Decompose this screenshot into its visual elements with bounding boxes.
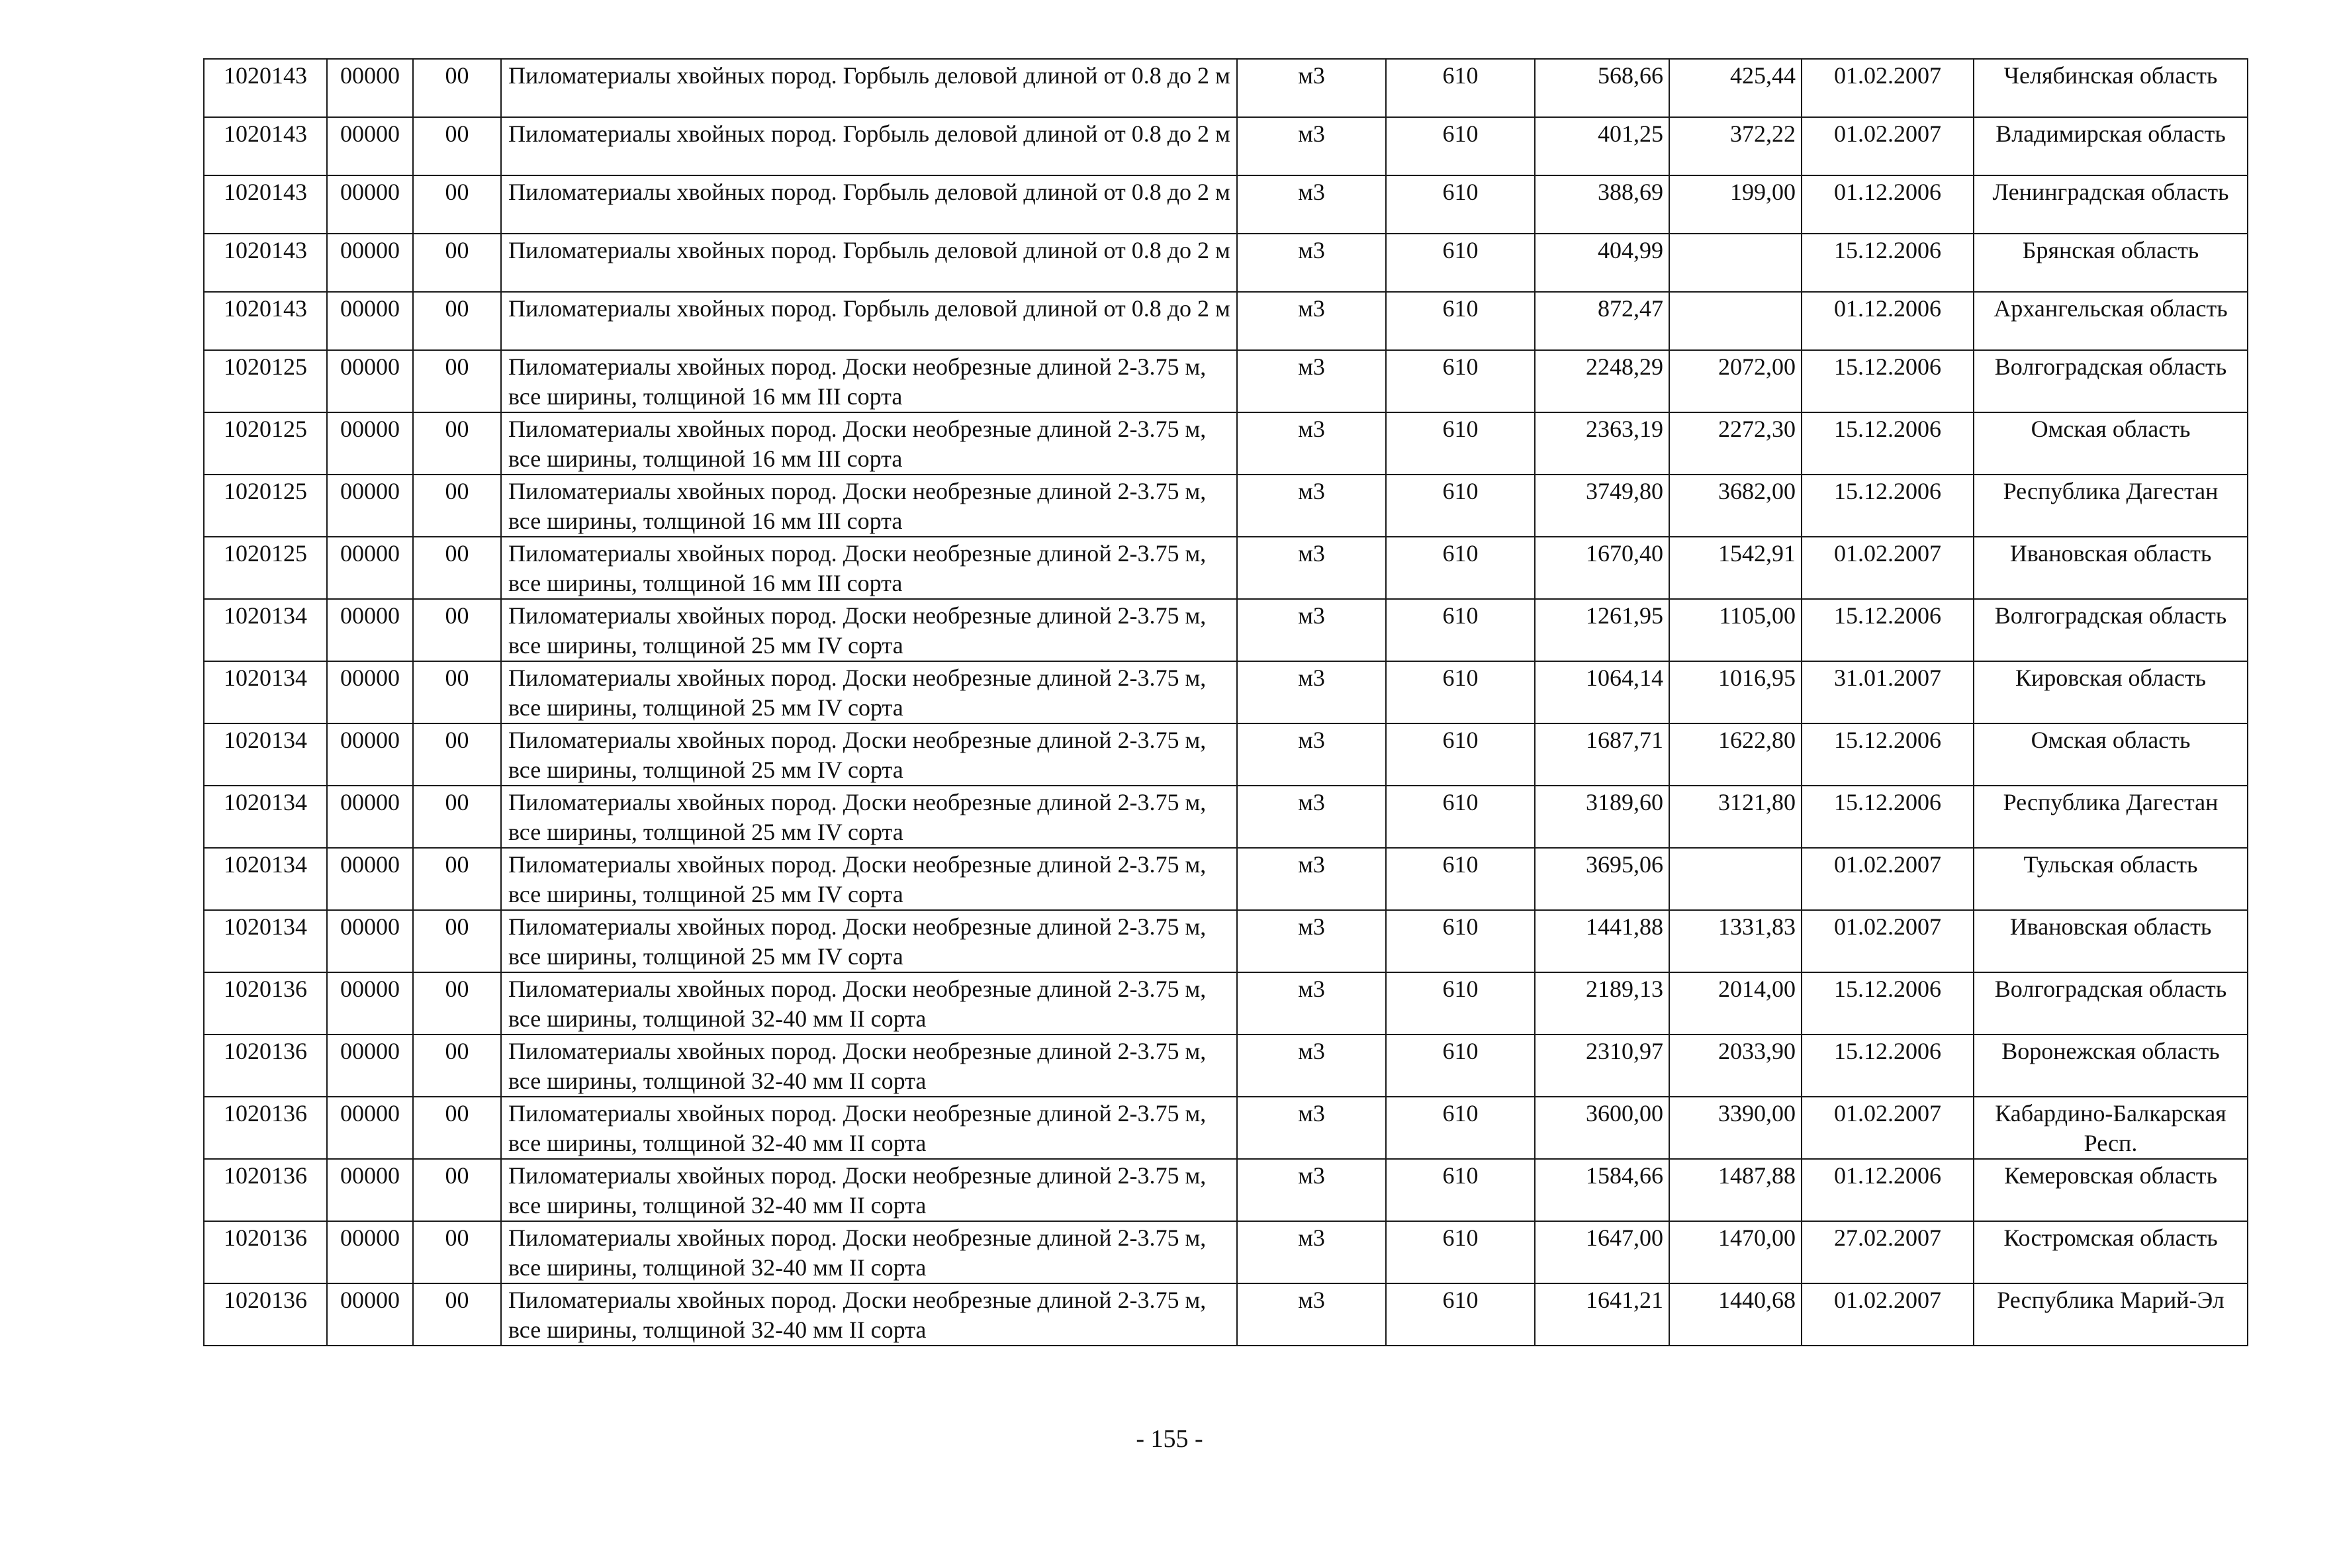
product-code-cell: 1020125 <box>204 537 327 599</box>
previous-price-cell: 372,22 <box>1669 117 1802 175</box>
group-code-cell: 00 <box>413 475 501 537</box>
product-name-cell: Пиломатериалы хвойных пород. Доски необрезные длиной 2-3.75 м, все ширины, толщиной 32-40 мм II сорта <box>501 1097 1237 1159</box>
unit-code-cell: 610 <box>1386 537 1535 599</box>
previous-price-cell: 3682,00 <box>1669 475 1802 537</box>
product-name-cell: Пиломатериалы хвойных пород. Доски необрезные длиной 2-3.75 м, все ширины, толщиной 25 мм IV сорта <box>501 661 1237 723</box>
date-cell: 15.12.2006 <box>1802 723 1974 786</box>
previous-price-cell: 3390,00 <box>1669 1097 1802 1159</box>
subcode-cell: 00000 <box>327 1159 413 1221</box>
table-row <box>204 59 2248 117</box>
product-code-cell: 1020136 <box>204 1159 327 1221</box>
subcode-cell: 00000 <box>327 1221 413 1283</box>
group-code-cell: 00 <box>413 1283 501 1346</box>
unit-code-cell: 610 <box>1386 175 1535 234</box>
table-row <box>204 475 2248 537</box>
product-code-cell: 1020136 <box>204 972 327 1035</box>
date-cell: 01.02.2007 <box>1802 59 1974 117</box>
unit-code-cell: 610 <box>1386 661 1535 723</box>
subcode-cell: 00000 <box>327 972 413 1035</box>
table-row <box>204 350 2248 412</box>
unit-cell: м3 <box>1237 59 1386 117</box>
date-cell: 15.12.2006 <box>1802 412 1974 475</box>
subcode-cell: 00000 <box>327 59 413 117</box>
region-cell: Архангельская область <box>1974 292 2248 350</box>
region-cell: Кемеровская область <box>1974 1159 2248 1221</box>
product-name-cell: Пиломатериалы хвойных пород. Горбыль деловой длиной от 0.8 до 2 м <box>501 175 1237 234</box>
table-row <box>204 1035 2248 1097</box>
unit-cell: м3 <box>1237 1221 1386 1283</box>
unit-cell: м3 <box>1237 117 1386 175</box>
product-code-cell: 1020134 <box>204 723 327 786</box>
price-cell: 2248,29 <box>1535 350 1669 412</box>
previous-price-cell <box>1669 234 1802 292</box>
unit-cell: м3 <box>1237 292 1386 350</box>
group-code-cell: 00 <box>413 175 501 234</box>
region-cell: Кабардино-Балкарская Респ. <box>1974 1097 2248 1159</box>
unit-cell: м3 <box>1237 1035 1386 1097</box>
product-code-cell: 1020136 <box>204 1035 327 1097</box>
subcode-cell: 00000 <box>327 723 413 786</box>
price-cell: 1261,95 <box>1535 599 1669 661</box>
unit-code-cell: 610 <box>1386 412 1535 475</box>
price-cell: 388,69 <box>1535 175 1669 234</box>
subcode-cell: 00000 <box>327 848 413 910</box>
previous-price-cell <box>1669 292 1802 350</box>
table-row <box>204 1159 2248 1221</box>
group-code-cell: 00 <box>413 117 501 175</box>
date-cell: 15.12.2006 <box>1802 350 1974 412</box>
date-cell: 01.12.2006 <box>1802 292 1974 350</box>
price-cell: 872,47 <box>1535 292 1669 350</box>
date-cell: 01.02.2007 <box>1802 537 1974 599</box>
unit-cell: м3 <box>1237 972 1386 1035</box>
product-name-cell: Пиломатериалы хвойных пород. Доски необрезные длиной 2-3.75 м, все ширины, толщиной 25 мм IV сорта <box>501 848 1237 910</box>
product-name-cell: Пиломатериалы хвойных пород. Горбыль деловой длиной от 0.8 до 2 м <box>501 59 1237 117</box>
region-cell: Костромская область <box>1974 1221 2248 1283</box>
price-cell: 401,25 <box>1535 117 1669 175</box>
unit-code-cell: 610 <box>1386 1159 1535 1221</box>
unit-cell: м3 <box>1237 537 1386 599</box>
product-name-cell: Пиломатериалы хвойных пород. Доски необрезные длиной 2-3.75 м, все ширины, толщиной 25 мм IV сорта <box>501 599 1237 661</box>
price-cell: 1641,21 <box>1535 1283 1669 1346</box>
date-cell: 01.02.2007 <box>1802 117 1974 175</box>
previous-price-cell: 1016,95 <box>1669 661 1802 723</box>
group-code-cell: 00 <box>413 1035 501 1097</box>
subcode-cell: 00000 <box>327 1283 413 1346</box>
product-name-cell: Пиломатериалы хвойных пород. Горбыль деловой длиной от 0.8 до 2 м <box>501 234 1237 292</box>
table-row <box>204 972 2248 1035</box>
region-cell: Ивановская область <box>1974 537 2248 599</box>
price-cell: 2363,19 <box>1535 412 1669 475</box>
subcode-cell: 00000 <box>327 599 413 661</box>
product-name-cell: Пиломатериалы хвойных пород. Доски необрезные длиной 2-3.75 м, все ширины, толщиной 16 мм III сорта <box>501 412 1237 475</box>
table-row <box>204 1221 2248 1283</box>
table-row <box>204 848 2248 910</box>
unit-cell: м3 <box>1237 350 1386 412</box>
table-row <box>204 292 2248 350</box>
product-code-cell: 1020136 <box>204 1097 327 1159</box>
region-cell: Челябинская область <box>1974 59 2248 117</box>
page-number: - 155 - <box>1136 1425 1203 1453</box>
date-cell: 01.02.2007 <box>1802 848 1974 910</box>
region-cell: Ивановская область <box>1974 910 2248 972</box>
product-code-cell: 1020143 <box>204 117 327 175</box>
region-cell: Брянская область <box>1974 234 2248 292</box>
unit-code-cell: 610 <box>1386 972 1535 1035</box>
unit-code-cell: 610 <box>1386 910 1535 972</box>
date-cell: 27.02.2007 <box>1802 1221 1974 1283</box>
product-name-cell: Пиломатериалы хвойных пород. Доски необрезные длиной 2-3.75 м, все ширины, толщиной 25 мм IV сорта <box>501 786 1237 848</box>
group-code-cell: 00 <box>413 972 501 1035</box>
price-cell: 1670,40 <box>1535 537 1669 599</box>
subcode-cell: 00000 <box>327 786 413 848</box>
price-cell: 3695,06 <box>1535 848 1669 910</box>
date-cell: 15.12.2006 <box>1802 786 1974 848</box>
region-cell: Тульская область <box>1974 848 2248 910</box>
region-cell: Омская область <box>1974 723 2248 786</box>
product-code-cell: 1020134 <box>204 661 327 723</box>
unit-code-cell: 610 <box>1386 475 1535 537</box>
previous-price-cell: 1331,83 <box>1669 910 1802 972</box>
table-row <box>204 537 2248 599</box>
subcode-cell: 00000 <box>327 292 413 350</box>
unit-code-cell: 610 <box>1386 234 1535 292</box>
table-row <box>204 175 2248 234</box>
product-code-cell: 1020134 <box>204 786 327 848</box>
previous-price-cell: 1542,91 <box>1669 537 1802 599</box>
unit-code-cell: 610 <box>1386 723 1535 786</box>
unit-code-cell: 610 <box>1386 350 1535 412</box>
group-code-cell: 00 <box>413 59 501 117</box>
price-cell: 1064,14 <box>1535 661 1669 723</box>
unit-code-cell: 610 <box>1386 1097 1535 1159</box>
product-name-cell: Пиломатериалы хвойных пород. Горбыль деловой длиной от 0.8 до 2 м <box>501 117 1237 175</box>
subcode-cell: 00000 <box>327 910 413 972</box>
group-code-cell: 00 <box>413 786 501 848</box>
unit-code-cell: 610 <box>1386 786 1535 848</box>
price-cell: 1441,88 <box>1535 910 1669 972</box>
unit-cell: м3 <box>1237 661 1386 723</box>
group-code-cell: 00 <box>413 1221 501 1283</box>
previous-price-cell: 1470,00 <box>1669 1221 1802 1283</box>
price-cell: 1647,00 <box>1535 1221 1669 1283</box>
previous-price-cell: 425,44 <box>1669 59 1802 117</box>
unit-cell: м3 <box>1237 475 1386 537</box>
table-row <box>204 723 2248 786</box>
subcode-cell: 00000 <box>327 412 413 475</box>
table-row <box>204 1097 2248 1159</box>
price-cell: 2310,97 <box>1535 1035 1669 1097</box>
group-code-cell: 00 <box>413 412 501 475</box>
unit-cell: м3 <box>1237 175 1386 234</box>
unit-code-cell: 610 <box>1386 292 1535 350</box>
product-code-cell: 1020136 <box>204 1283 327 1346</box>
price-cell: 1687,71 <box>1535 723 1669 786</box>
previous-price-cell: 2072,00 <box>1669 350 1802 412</box>
previous-price-cell: 1440,68 <box>1669 1283 1802 1346</box>
region-cell: Воронежская область <box>1974 1035 2248 1097</box>
unit-code-cell: 610 <box>1386 1283 1535 1346</box>
price-table <box>203 58 2248 1346</box>
unit-code-cell: 610 <box>1386 1221 1535 1283</box>
unit-cell: м3 <box>1237 1283 1386 1346</box>
unit-cell: м3 <box>1237 1097 1386 1159</box>
unit-cell: м3 <box>1237 1159 1386 1221</box>
date-cell: 01.02.2007 <box>1802 1097 1974 1159</box>
unit-cell: м3 <box>1237 723 1386 786</box>
unit-code-cell: 610 <box>1386 59 1535 117</box>
group-code-cell: 00 <box>413 848 501 910</box>
group-code-cell: 00 <box>413 1159 501 1221</box>
unit-cell: м3 <box>1237 234 1386 292</box>
product-name-cell: Пиломатериалы хвойных пород. Доски необрезные длиной 2-3.75 м, все ширины, толщиной 25 мм IV сорта <box>501 723 1237 786</box>
product-name-cell: Пиломатериалы хвойных пород. Доски необрезные длиной 2-3.75 м, все ширины, толщиной 32-40 мм II сорта <box>501 1159 1237 1221</box>
product-code-cell: 1020136 <box>204 1221 327 1283</box>
subcode-cell: 00000 <box>327 537 413 599</box>
date-cell: 01.02.2007 <box>1802 910 1974 972</box>
previous-price-cell: 1487,88 <box>1669 1159 1802 1221</box>
product-code-cell: 1020125 <box>204 475 327 537</box>
date-cell: 15.12.2006 <box>1802 234 1974 292</box>
product-name-cell: Пиломатериалы хвойных пород. Доски необрезные длиной 2-3.75 м, все ширины, толщиной 32-40 мм II сорта <box>501 972 1237 1035</box>
table-body <box>204 59 2248 1346</box>
unit-code-cell: 610 <box>1386 599 1535 661</box>
group-code-cell: 00 <box>413 1097 501 1159</box>
price-cell: 3600,00 <box>1535 1097 1669 1159</box>
region-cell: Республика Марий-Эл <box>1974 1283 2248 1346</box>
table-row <box>204 599 2248 661</box>
previous-price-cell: 1105,00 <box>1669 599 1802 661</box>
price-cell: 404,99 <box>1535 234 1669 292</box>
group-code-cell: 00 <box>413 234 501 292</box>
product-code-cell: 1020143 <box>204 59 327 117</box>
table-row <box>204 661 2248 723</box>
price-cell: 1584,66 <box>1535 1159 1669 1221</box>
product-name-cell: Пиломатериалы хвойных пород. Доски необрезные длиной 2-3.75 м, все ширины, толщиной 32-40 мм II сорта <box>501 1035 1237 1097</box>
group-code-cell: 00 <box>413 292 501 350</box>
region-cell: Владимирская область <box>1974 117 2248 175</box>
group-code-cell: 00 <box>413 723 501 786</box>
region-cell: Омская область <box>1974 412 2248 475</box>
product-name-cell: Пиломатериалы хвойных пород. Доски необрезные длиной 2-3.75 м, все ширины, толщиной 16 мм III сорта <box>501 537 1237 599</box>
subcode-cell: 00000 <box>327 475 413 537</box>
product-name-cell: Пиломатериалы хвойных пород. Доски необрезные длиной 2-3.75 м, все ширины, толщиной 16 мм III сорта <box>501 475 1237 537</box>
product-code-cell: 1020134 <box>204 848 327 910</box>
unit-code-cell: 610 <box>1386 117 1535 175</box>
previous-price-cell <box>1669 848 1802 910</box>
subcode-cell: 00000 <box>327 350 413 412</box>
product-name-cell: Пиломатериалы хвойных пород. Горбыль деловой длиной от 0.8 до 2 м <box>501 292 1237 350</box>
price-cell: 3749,80 <box>1535 475 1669 537</box>
product-code-cell: 1020125 <box>204 412 327 475</box>
previous-price-cell: 199,00 <box>1669 175 1802 234</box>
unit-cell: м3 <box>1237 848 1386 910</box>
region-cell: Ленинградская область <box>1974 175 2248 234</box>
date-cell: 01.12.2006 <box>1802 1159 1974 1221</box>
unit-code-cell: 610 <box>1386 1035 1535 1097</box>
date-cell: 15.12.2006 <box>1802 972 1974 1035</box>
previous-price-cell: 2272,30 <box>1669 412 1802 475</box>
previous-price-cell: 2014,00 <box>1669 972 1802 1035</box>
date-cell: 01.12.2006 <box>1802 175 1974 234</box>
product-name-cell: Пиломатериалы хвойных пород. Доски необрезные длиной 2-3.75 м, все ширины, толщиной 16 мм III сорта <box>501 350 1237 412</box>
group-code-cell: 00 <box>413 661 501 723</box>
region-cell: Волгоградская область <box>1974 599 2248 661</box>
product-name-cell: Пиломатериалы хвойных пород. Доски необрезные длиной 2-3.75 м, все ширины, толщиной 32-40 мм II сорта <box>501 1221 1237 1283</box>
table-row <box>204 910 2248 972</box>
unit-cell: м3 <box>1237 786 1386 848</box>
subcode-cell: 00000 <box>327 661 413 723</box>
group-code-cell: 00 <box>413 350 501 412</box>
previous-price-cell: 3121,80 <box>1669 786 1802 848</box>
group-code-cell: 00 <box>413 599 501 661</box>
table-row <box>204 1283 2248 1346</box>
product-name-cell: Пиломатериалы хвойных пород. Доски необрезные длиной 2-3.75 м, все ширины, толщиной 32-40 мм II сорта <box>501 1283 1237 1346</box>
unit-cell: м3 <box>1237 599 1386 661</box>
product-code-cell: 1020143 <box>204 292 327 350</box>
price-cell: 3189,60 <box>1535 786 1669 848</box>
product-code-cell: 1020134 <box>204 599 327 661</box>
product-code-cell: 1020143 <box>204 234 327 292</box>
table-row <box>204 117 2248 175</box>
region-cell: Республика Дагестан <box>1974 475 2248 537</box>
date-cell: 15.12.2006 <box>1802 475 1974 537</box>
product-code-cell: 1020143 <box>204 175 327 234</box>
previous-price-cell: 1622,80 <box>1669 723 1802 786</box>
subcode-cell: 00000 <box>327 1097 413 1159</box>
product-name-cell: Пиломатериалы хвойных пород. Доски необрезные длиной 2-3.75 м, все ширины, толщиной 25 мм IV сорта <box>501 910 1237 972</box>
date-cell: 01.02.2007 <box>1802 1283 1974 1346</box>
region-cell: Кировская область <box>1974 661 2248 723</box>
date-cell: 31.01.2007 <box>1802 661 1974 723</box>
table-row <box>204 412 2248 475</box>
product-code-cell: 1020125 <box>204 350 327 412</box>
unit-cell: м3 <box>1237 910 1386 972</box>
price-cell: 568,66 <box>1535 59 1669 117</box>
date-cell: 15.12.2006 <box>1802 599 1974 661</box>
group-code-cell: 00 <box>413 910 501 972</box>
date-cell: 15.12.2006 <box>1802 1035 1974 1097</box>
region-cell: Волгоградская область <box>1974 350 2248 412</box>
table-row <box>204 786 2248 848</box>
subcode-cell: 00000 <box>327 175 413 234</box>
region-cell: Волгоградская область <box>1974 972 2248 1035</box>
previous-price-cell: 2033,90 <box>1669 1035 1802 1097</box>
subcode-cell: 00000 <box>327 117 413 175</box>
price-cell: 2189,13 <box>1535 972 1669 1035</box>
unit-cell: м3 <box>1237 412 1386 475</box>
subcode-cell: 00000 <box>327 234 413 292</box>
table-row <box>204 234 2248 292</box>
region-cell: Республика Дагестан <box>1974 786 2248 848</box>
product-code-cell: 1020134 <box>204 910 327 972</box>
unit-code-cell: 610 <box>1386 848 1535 910</box>
subcode-cell: 00000 <box>327 1035 413 1097</box>
group-code-cell: 00 <box>413 537 501 599</box>
